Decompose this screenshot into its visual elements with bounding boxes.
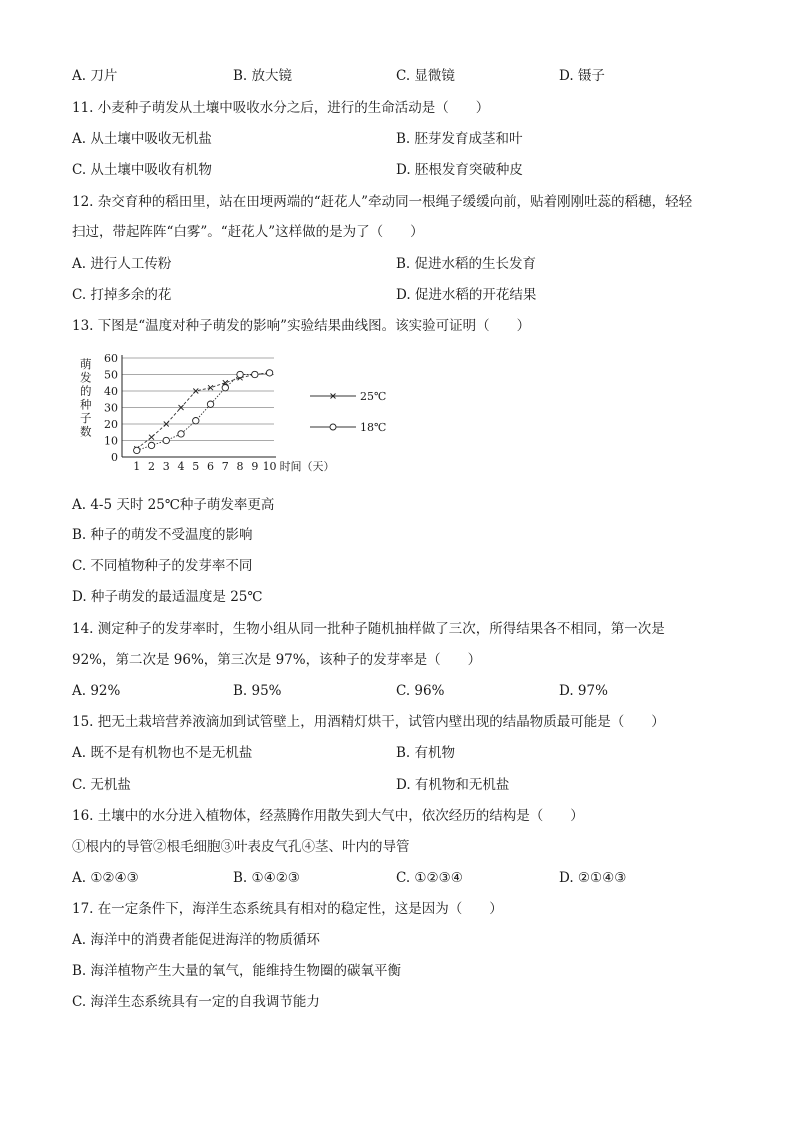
question-12-stem-cont: 扫过，带起阵阵“白雾”。“赶花人”这样做的是为了（ ） <box>72 224 424 240</box>
data-point <box>222 385 228 391</box>
y-axis-label: 发 <box>80 370 92 385</box>
option-a: A. 从土壤中吸收无机盐 <box>72 131 212 147</box>
option-b: B. ①④②③ <box>233 870 300 886</box>
option-d: D. ②①④③ <box>559 870 627 886</box>
option-a: A. 92% <box>72 683 121 699</box>
option-b: B. 种子的萌发不受温度的影响 <box>72 527 253 543</box>
x-tick-label: 6 <box>207 460 215 473</box>
option-d: D. 种子萌发的最适温度是 25℃ <box>72 589 263 605</box>
x-tick-label: 8 <box>236 460 244 473</box>
option-a: A. 4-5 天时 25℃种子萌发率更高 <box>72 497 275 513</box>
question-17-stem: 17. 在一定条件下，海洋生态系统具有相对的稳定性，这是因为（ ） <box>72 901 503 917</box>
option-c: C. ①②③④ <box>396 870 463 886</box>
chart-axes <box>80 352 335 473</box>
chart-legend <box>310 390 386 434</box>
option-c: C. 显微镜 <box>396 68 455 84</box>
data-point <box>149 435 154 440</box>
question-15-stem: 15. 把无土栽培营养液滴加到试管壁上，用酒精灯烘干，试管内壁出现的结晶物质最可能是（ ） <box>72 714 665 730</box>
x-tick-label: 3 <box>162 460 170 473</box>
option-b: B. 有机物 <box>396 745 456 761</box>
option-b: B. 海洋植物产生大量的氧气，能维持生物圈的碳氧平衡 <box>72 963 402 979</box>
germination-chart <box>78 346 398 478</box>
option-b: B. 促进水稻的生长发育 <box>396 256 537 272</box>
y-axis-label: 萌 <box>80 357 92 371</box>
data-point <box>266 370 272 376</box>
option-d: D. 97% <box>559 683 608 699</box>
y-tick-label: 50 <box>104 368 118 382</box>
chart-series <box>134 370 273 454</box>
option-a: A. 海洋中的消费者能促进海洋的物质循环 <box>72 932 320 948</box>
data-point <box>193 418 199 424</box>
chart-grid <box>122 358 274 441</box>
x-tick-label: 9 <box>251 460 259 473</box>
option-b: B. 放大镜 <box>233 68 293 84</box>
y-tick-label: 0 <box>111 451 118 464</box>
question-13-stem: 13. 下图是“温度对种子萌发的影响”实验结果曲线图。该实验可证明（ ） <box>72 318 531 334</box>
series-line <box>137 373 270 451</box>
y-tick-label: 40 <box>104 385 118 398</box>
option-a: A. 刀片 <box>72 68 118 84</box>
question-11-stem: 11. 小麦种子萌发从土壤中吸收水分之后，进行的生命活动是（ ） <box>72 100 490 116</box>
option-d: D. 有机物和无机盐 <box>396 777 510 793</box>
option-a: A. 既不是有机物也不是无机盐 <box>72 745 253 761</box>
legend-label: 18℃ <box>360 421 387 434</box>
option-c: C. 海洋生态系统具有一定的自我调节能力 <box>72 994 320 1010</box>
question-16-structures: ①根内的导管②根毛细胞③叶表皮气孔④茎、叶内的导管 <box>72 839 410 855</box>
data-point <box>207 401 213 407</box>
option-a: A. ①②④③ <box>72 870 139 886</box>
x-tick-label: 10 <box>262 460 277 473</box>
y-axis-label: 种 <box>80 397 92 412</box>
y-axis-label: 的 <box>80 384 92 398</box>
option-c: C. 不同植物种子的发芽率不同 <box>72 558 253 574</box>
data-point <box>237 371 243 377</box>
question-14-stem-cont: 92%，第二次是 96%，第三次是 97%，该种子的发芽率是（ ） <box>72 652 482 668</box>
question-12-stem: 12. 杂交育种的稻田里，站在田埂两端的“赶花人”牵动同一根绳子缓缓向前，贴着刚刚吐蕊的稻穗，轻轻 <box>72 194 693 210</box>
data-point <box>178 431 184 437</box>
x-tick-label: 7 <box>221 460 229 473</box>
x-tick-label: 4 <box>177 460 185 473</box>
option-d: D. 胚根发育突破种皮 <box>396 162 523 178</box>
data-point <box>252 371 258 377</box>
y-tick-label: 60 <box>104 352 118 365</box>
option-c: C. 打掉多余的花 <box>72 287 172 303</box>
option-b: B. 胚芽发育成茎和叶 <box>396 131 523 147</box>
y-axis-label: 子 <box>80 411 92 425</box>
y-axis-label: 数 <box>80 424 92 439</box>
data-point <box>163 437 169 443</box>
option-d: D. 镊子 <box>559 68 605 84</box>
legend-marker <box>330 424 336 430</box>
data-point <box>134 447 140 453</box>
option-c: C. 从土壤中吸收有机物 <box>72 162 212 178</box>
option-a: A. 进行人工传粉 <box>72 256 172 272</box>
option-c: C. 96% <box>396 683 445 699</box>
option-c: C. 无机盐 <box>72 777 131 793</box>
x-tick-label: 5 <box>192 460 200 473</box>
series-line <box>137 373 270 449</box>
x-axis-label: 时间（天） <box>279 460 335 473</box>
question-14-stem: 14. 测定种子的发芽率时，生物小组从同一批种子随机抽样做了三次，所得结果各不相同，第一次是 <box>72 621 665 637</box>
question-16-stem: 16. 土壤中的水分进入植物体，经蒸腾作用散失到大气中，依次经历的结构是（ ） <box>72 808 584 824</box>
data-point <box>148 442 154 448</box>
legend-label: 25℃ <box>360 390 387 403</box>
option-d: D. 促进水稻的开花结果 <box>396 287 537 303</box>
y-tick-label: 10 <box>104 434 118 448</box>
x-tick-label: 1 <box>133 460 141 473</box>
y-tick-label: 20 <box>104 418 118 431</box>
y-tick-label: 30 <box>104 401 118 415</box>
option-b: B. 95% <box>233 683 282 699</box>
x-tick-label: 2 <box>148 460 156 473</box>
